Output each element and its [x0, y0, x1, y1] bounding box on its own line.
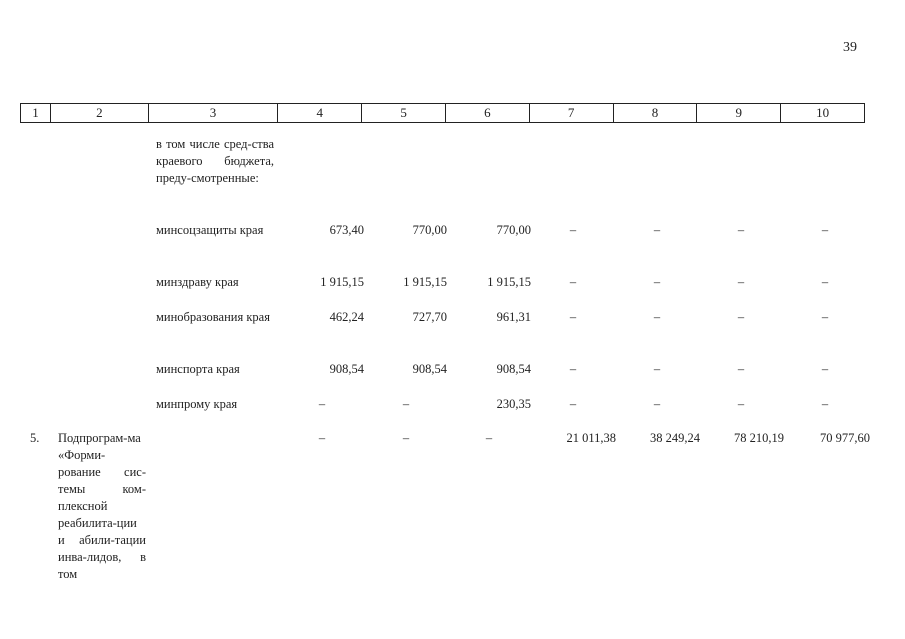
header-cell-9: 9 — [697, 104, 781, 122]
header-cell-1: 1 — [21, 104, 51, 122]
subprogram-value-col5: – — [402, 431, 410, 445]
header-cell-10: 10 — [816, 105, 830, 120]
row-name: минспорта края — [156, 362, 240, 376]
row-value-col5: 1 915,15 — [403, 275, 447, 289]
row-value-col9: – — [737, 397, 745, 411]
row-value-col9: – — [737, 310, 745, 324]
row-name: минпрому края — [156, 397, 238, 411]
subprogram-value-col8: 38 249,24 — [650, 431, 700, 445]
row-value-col4: – — [318, 397, 326, 411]
row-value-col10: – — [821, 362, 829, 376]
row-value-col7: – — [569, 223, 577, 237]
row-value-col9: – — [737, 223, 745, 237]
row-value-col7: – — [569, 275, 577, 289]
row-name: минобразования края — [156, 310, 270, 324]
row-value-col5: 908,54 — [412, 362, 447, 376]
header-cell-3: 3 — [149, 104, 279, 122]
row-value-col7: – — [569, 310, 577, 324]
row-value-col10: – — [821, 310, 829, 324]
subprogram-value-col4: – — [318, 431, 326, 445]
row-value-col8: – — [653, 397, 661, 411]
row-value-col4: 462,24 — [329, 310, 364, 324]
row-value-col9: – — [737, 275, 745, 289]
header-cell-4: 4 — [278, 104, 362, 122]
row-value-col6: 961,31 — [496, 310, 531, 324]
header-cell-8: 8 — [614, 104, 698, 122]
subprogram-value-col9: 78 210,19 — [734, 431, 784, 445]
row-value-col5: 770,00 — [412, 223, 447, 237]
subprogram-value-col7: 21 011,38 — [566, 431, 616, 445]
row-value-col5: 727,70 — [412, 310, 447, 324]
subprogram-number: 5. — [30, 431, 40, 445]
row-name: минздраву края — [156, 275, 239, 289]
row-value-col10: – — [821, 223, 829, 237]
row-value-col8: – — [653, 362, 661, 376]
header-cell-2: 2 — [51, 104, 149, 122]
header-cell-6: 6 — [446, 104, 530, 122]
row-value-col4: 673,40 — [329, 223, 364, 237]
row-value-col7: – — [569, 397, 577, 411]
row-value-col6: 908,54 — [496, 362, 531, 376]
row-value-col10: – — [821, 397, 829, 411]
row-value-col9: – — [737, 362, 745, 376]
subprogram-name: Подпрограм-ма «Форми-рование сис-темы ком-плексной реабилита-ции и абили-тации инва-лидов, в том — [58, 431, 146, 581]
intro-text: в том числе сред-ства краевого бюджета, преду-смотренные: — [156, 137, 274, 185]
row-value-col6: 770,00 — [496, 223, 531, 237]
row-value-col4: 1 915,15 — [320, 275, 364, 289]
table-header-row — [20, 103, 865, 123]
row-value-col8: – — [653, 310, 661, 324]
row-value-col6: 1 915,15 — [487, 275, 531, 289]
subprogram-value-col10: 70 977,60 — [820, 431, 870, 445]
row-value-col6: 230,35 — [496, 397, 531, 411]
row-value-col8: – — [653, 223, 661, 237]
subprogram-value-col6: – — [485, 431, 493, 445]
row-name: минсоцзащиты края — [156, 223, 264, 237]
row-value-col5: – — [402, 397, 410, 411]
row-value-col8: – — [653, 275, 661, 289]
header-cell-7: 7 — [530, 104, 614, 122]
header-cell-5: 5 — [362, 104, 446, 122]
row-value-col7: – — [569, 362, 577, 376]
page-number: 39 — [843, 40, 857, 55]
row-value-col10: – — [821, 275, 829, 289]
row-value-col4: 908,54 — [329, 362, 364, 376]
